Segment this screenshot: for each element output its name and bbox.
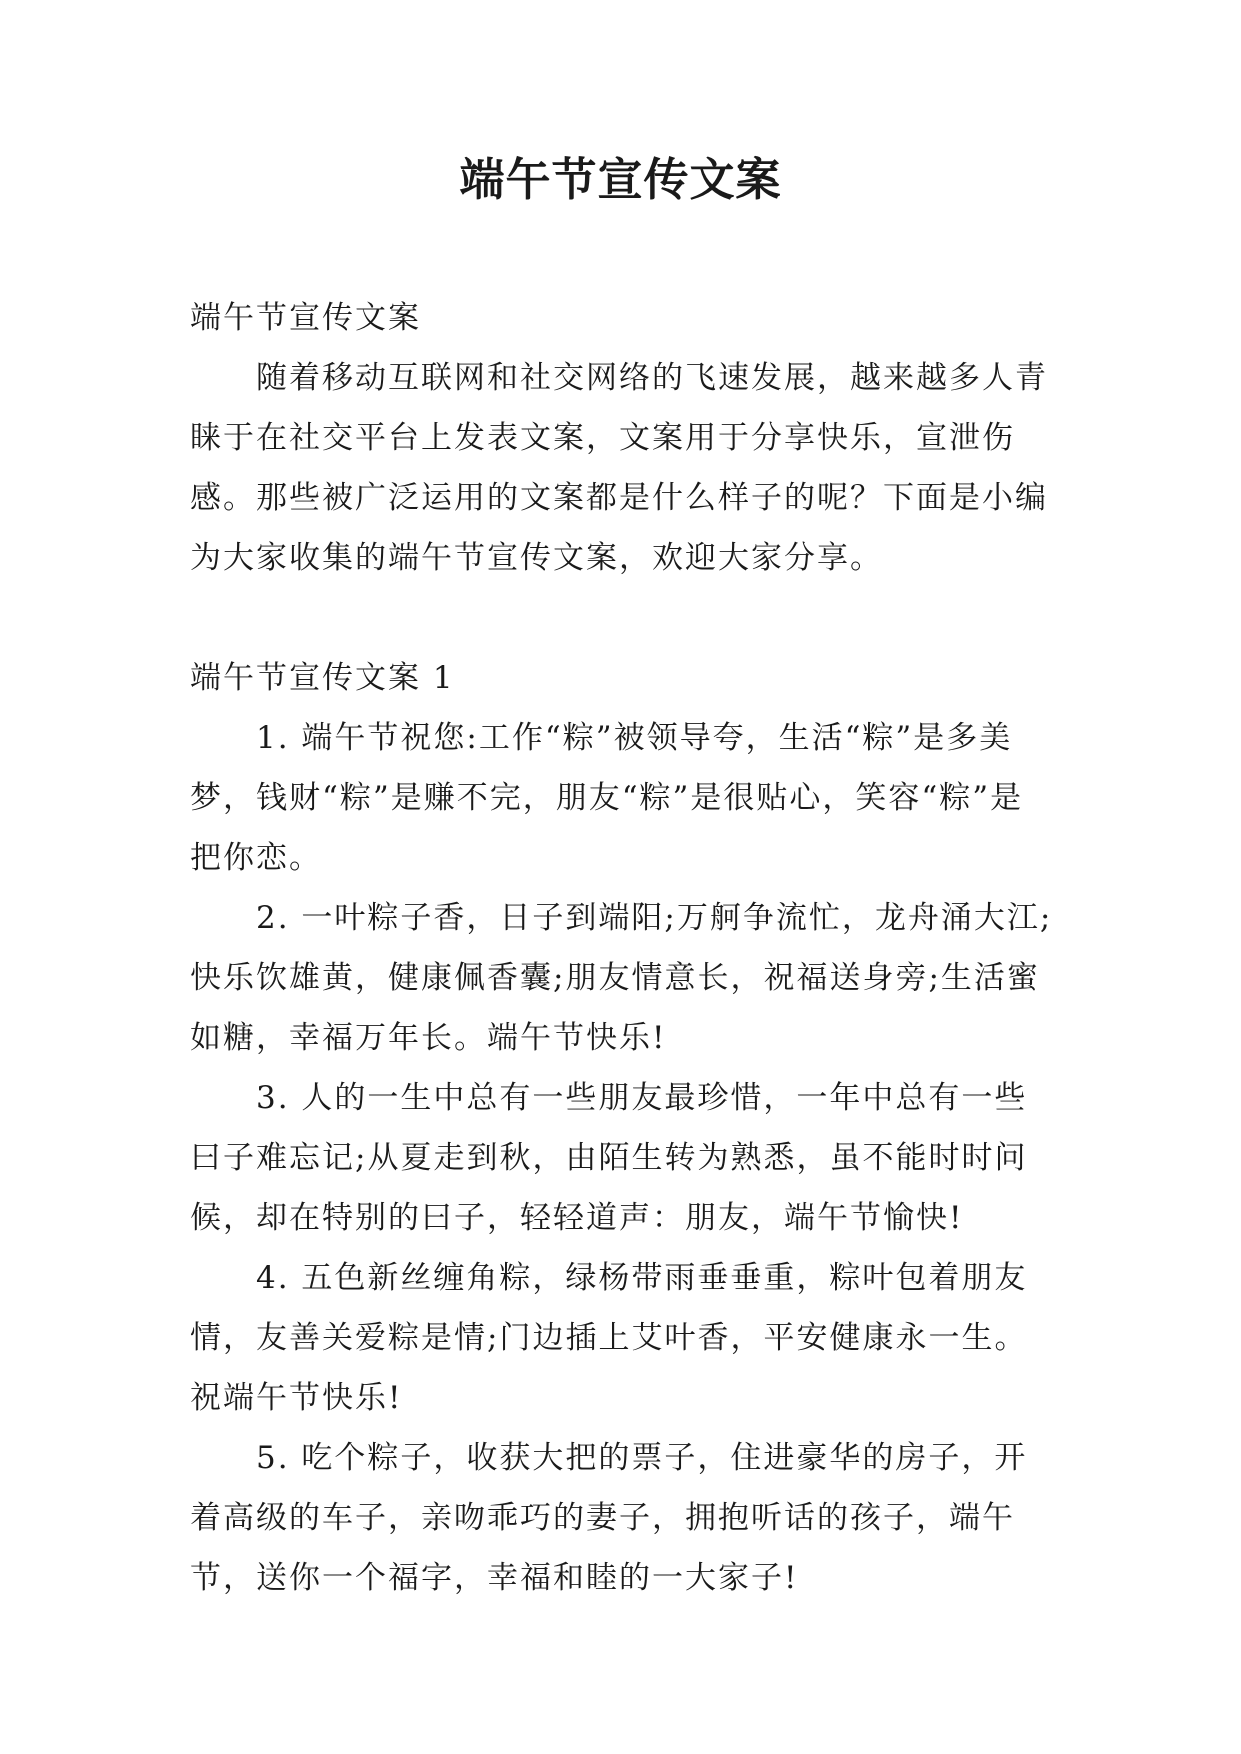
- list-item: 4. 五色新丝缠角粽，绿杨带雨垂垂重，粽叶包着朋友情，友善关爱粽是情;门边插上艾叶香，平安健康永一生。祝端午节快乐!: [190, 1260, 1028, 1416]
- section-heading: 端午节宣传文案 1: [190, 660, 455, 696]
- list-item: 1. 端午节祝您:工作“粽”被领导夸，生活“粽”是多美梦，钱财“粽”是赚不完，朋友“粽”是很贴心，笑容“粽”是把你恋。: [190, 720, 1024, 876]
- intro-paragraph: 随着移动互联网和社交网络的飞速发展，越来越多人青睐于在社交平台上发表文案，文案用于分享快乐，宣泄伤感。那些被广泛运用的文案都是什么样子的呢？下面是小编为大家收集的端午节宣传文案，欢迎大家分享。: [190, 360, 1048, 576]
- section-spacer: [190, 588, 1056, 648]
- document-title: 端午节宣传文案: [459, 153, 782, 206]
- list-item: 2. 一叶粽子香，日子到端阳;万舸争流忙，龙舟涌大江;快乐饮雄黄，健康佩香囊;朋友情意长，祝福送身旁;生活蜜如糖，幸福万年长。端午节快乐!: [190, 900, 1053, 1056]
- list-item: 3. 人的一生中总有一些朋友最珍惜，一年中总有一些曰子难忘记;从夏走到秋，由陌生转为熟悉，虽不能时时问候，却在特别的曰子，轻轻道声：朋友，端午节愉快!: [190, 1080, 1028, 1236]
- intro-heading: 端午节宣传文案: [190, 300, 421, 336]
- list-item: 5. 吃个粽子，收获大把的票子，住进豪华的房子，开着高级的车子，亲吻乖巧的妻子，拥抱听话的孩子，端午节，送你一个福字，幸福和睦的一大家子!: [190, 1440, 1028, 1596]
- document-body: [190, 288, 1056, 1608]
